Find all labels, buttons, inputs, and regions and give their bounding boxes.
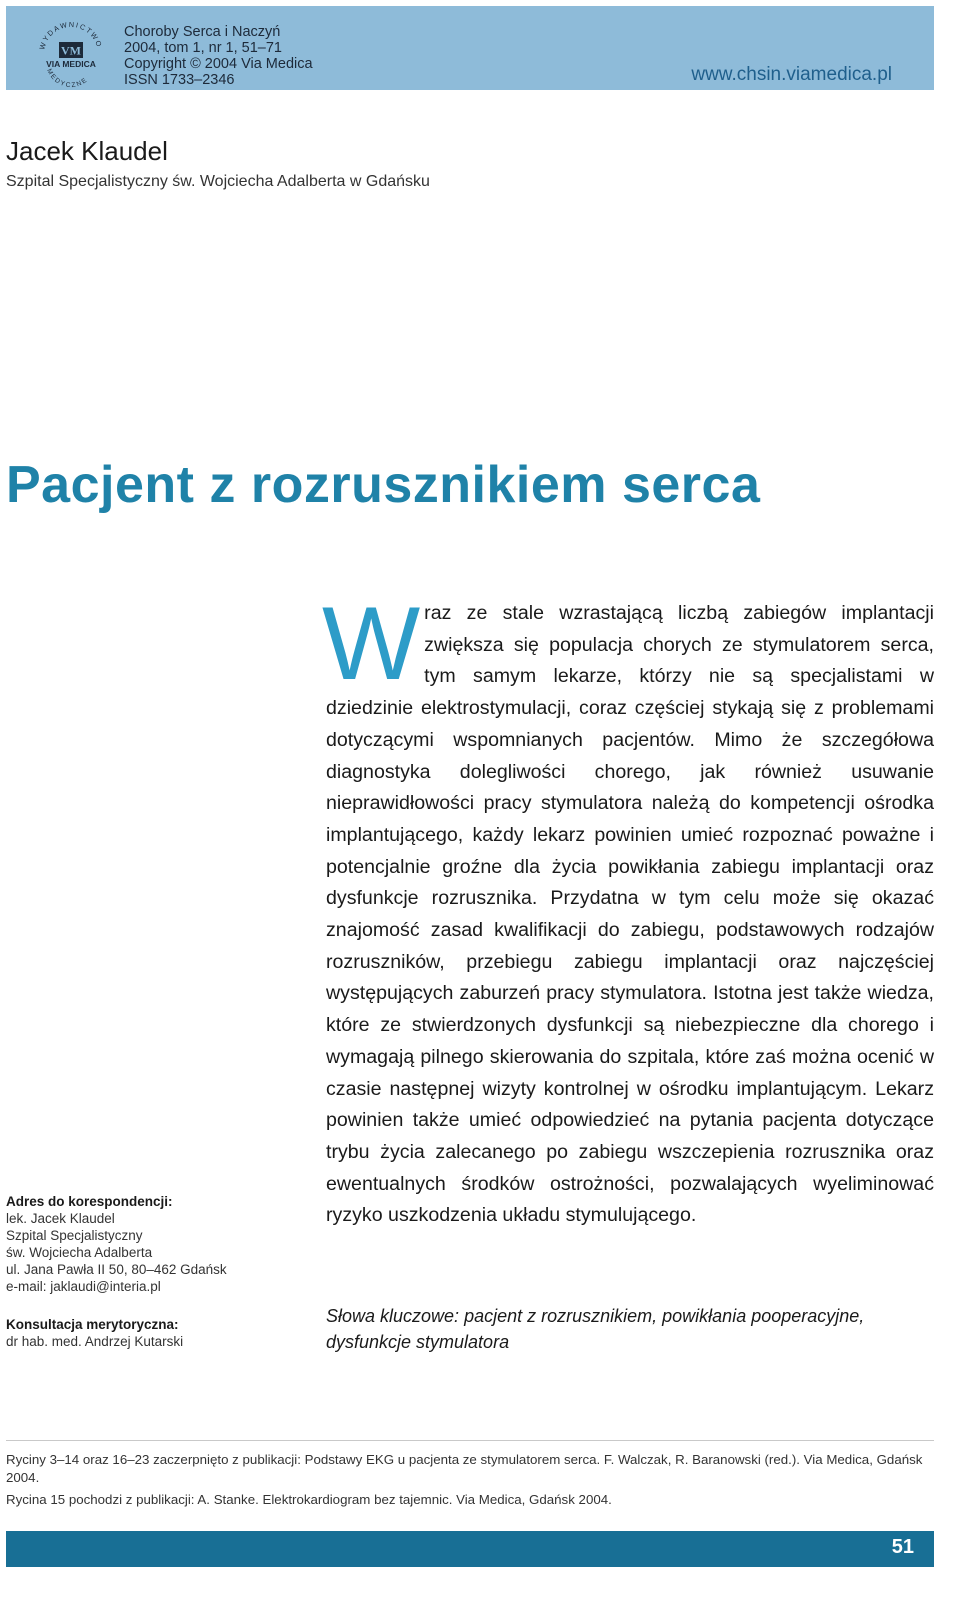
- consultation-label: Konsultacja merytoryczna:: [6, 1317, 179, 1332]
- page-footer-band: [6, 1531, 934, 1567]
- correspondence-sidebar: [6, 1193, 306, 1350]
- journal-issn: ISSN 1733–2346: [124, 72, 235, 88]
- article-title: Pacjent z rozrusznikiem serca: [6, 456, 761, 514]
- keywords: [326, 1303, 934, 1355]
- footnote-divider: [6, 1440, 934, 1441]
- journal-copyright: Copyright © 2004 Via Medica: [124, 56, 313, 72]
- correspondence-line: ul. Jana Pawła II 50, 80–462 Gdańsk: [6, 1262, 227, 1277]
- abstract-drop-cap: W: [322, 586, 421, 702]
- journal-header-band: [6, 6, 934, 90]
- logo-arc-top-text: WYDAWNICTWO: [37, 20, 105, 51]
- correspondence-email: e-mail: jaklaudi@interia.pl: [6, 1279, 161, 1294]
- correspondence-line: Szpital Specjalistyczny: [6, 1228, 143, 1243]
- keywords-label: Słowa kluczowe:: [326, 1306, 460, 1326]
- svg-text:MEDYCZNE: [45, 68, 89, 88]
- correspondence-label: Adres do korespondencji:: [6, 1194, 173, 1209]
- author-affiliation: Szpital Specjalistyczny św. Wojciecha Adalberta w Gdańsku: [6, 173, 430, 190]
- keywords-text: pacjent z rozrusznikiem, powikłania pooperacyjne, dysfunkcje stymulatora: [326, 1306, 865, 1352]
- abstract: [322, 586, 934, 1232]
- logo-name: VIA MEDICA: [46, 59, 96, 69]
- author-name: Jacek Klaudel: [6, 136, 168, 166]
- logo-monogram: VM: [61, 43, 81, 58]
- journal-volume: 2004, tom 1, nr 1, 51–71: [124, 40, 282, 56]
- correspondence-line: św. Wojciecha Adalberta: [6, 1245, 153, 1260]
- logo-arc-bottom-text: MEDYCZNE: [45, 67, 90, 88]
- correspondence-line: lek. Jacek Klaudel: [6, 1211, 115, 1226]
- journal-info: [124, 24, 313, 88]
- journal-url-link[interactable]: www.chsin.viamedica.pl: [691, 64, 892, 85]
- abstract-text: raz ze stale wzrastającą liczbą zabiegów implantacji zwiększa się populacja chorych ze stymulatorem serca, tym samym lekarze, którzy nie są specjalistami w dziedzinie elektrostymulacji, coraz częściej stykają się z problemami dotyczącymi wspomnianych pacjentów. Mimo że szczegółowa diagnostyka dolegliwości chorego, jak również usuwanie nieprawidłowości pracy stymulatora należą do kompetencji ośrodka implantującego, każdy lekarz powinien umieć rozpoznać poważne i potencjalnie groźne dla życia powikłania zabiegu implantacji oraz dysfunkcje rozrusznika. Przydatna w tym celu może się okazać znajomość zasad kwalifikacji do zabiegu, podstawowych rodzajów rozruszników, przebiegu zabiegu implantacji oraz najczęściej występujących zaburzeń pracy stymulatora. Istotna jest także wiedza, które ze stwierdzonych dysfunkcji są niebezpieczne dla chorego i wymagają pilnego skierowania do szpitala, które zaś można ocenić w czasie następnej wizyty kontrolnej w ośrodku implantującym. Lekarz powinien także umieć odpowiedzieć na pytania pacjenta dotyczące trybu życia zalecanego po zabiegu wszczepienia rozrusznika oraz ewentualnych środków ostrożności, pozwalających wyeliminować ryzyko uszkodzenia układu stymulującego.: [326, 602, 934, 1227]
- figure-credit-line: Ryciny 3–14 oraz 16–23 zaczerpnięto z publikacji: Podstawy EKG u pacjenta ze stymulatorem serca. F. Walczak, R. Baranowski (red.). Via Medica, Gdańsk 2004.: [6, 1452, 923, 1485]
- via-medica-logo: [36, 20, 106, 88]
- consultation-value: dr hab. med. Andrzej Kutarski: [6, 1334, 184, 1349]
- page-number: 51: [891, 1536, 914, 1558]
- journal-title: Choroby Serca i Naczyń: [124, 24, 281, 40]
- figure-credits: [6, 1451, 934, 1513]
- figure-credit-line: Rycina 15 pochodzi z publikacji: A. Stanke. Elektrokardiogram bez tajemnic. Via Medica, Gdańsk 2004.: [6, 1492, 612, 1507]
